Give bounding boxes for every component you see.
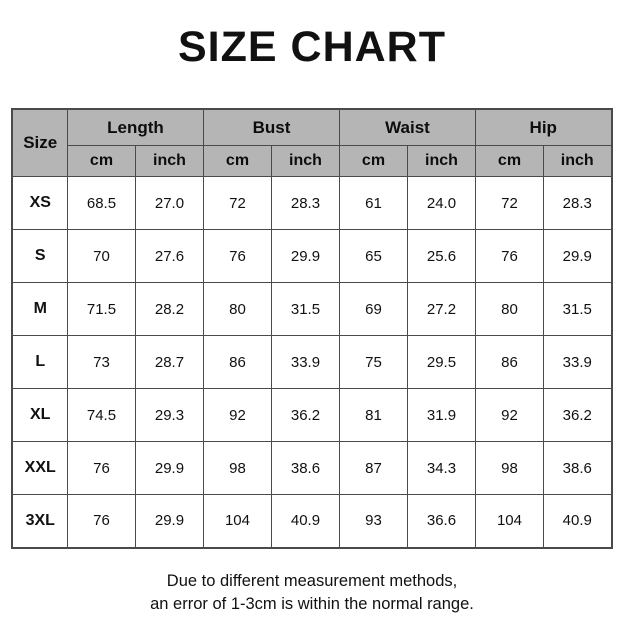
- footer-line-2: an error of 1-3cm is within the normal range.: [150, 595, 474, 614]
- size-label: XXL: [12, 442, 67, 495]
- table-cell: 40.9: [543, 495, 611, 548]
- table-cell: 40.9: [271, 495, 339, 548]
- table-cell: 31.5: [543, 283, 611, 336]
- size-label: 3XL: [12, 495, 67, 548]
- size-label: XS: [12, 177, 67, 230]
- table-cell: 29.9: [135, 495, 203, 548]
- unit-header-cm: cm: [475, 146, 543, 177]
- table-cell: 28.3: [271, 177, 339, 230]
- table-cell: 69: [339, 283, 407, 336]
- table-cell: 29.9: [543, 230, 611, 283]
- table-cell: 31.5: [271, 283, 339, 336]
- table-cell: 76: [67, 495, 135, 548]
- group-header-row: [12, 109, 611, 146]
- footer-line-1: Due to different measurement methods,: [166, 571, 458, 590]
- unit-header-cm: cm: [339, 146, 407, 177]
- size-column-header: Size: [12, 109, 67, 177]
- table-cell: 98: [475, 442, 543, 495]
- table-cell: 104: [203, 495, 271, 548]
- table-cell: 80: [203, 283, 271, 336]
- group-header-length: Length: [67, 109, 203, 146]
- table-cell: 87: [339, 442, 407, 495]
- table-cell: 86: [475, 336, 543, 389]
- table-cell: 38.6: [543, 442, 611, 495]
- footer-note: [0, 570, 624, 618]
- table-row: [12, 283, 611, 336]
- table-cell: 31.9: [407, 389, 475, 442]
- table-cell: 92: [475, 389, 543, 442]
- table-cell: 29.5: [407, 336, 475, 389]
- group-header-hip: Hip: [475, 109, 611, 146]
- table-cell: 68.5: [67, 177, 135, 230]
- table-body: [12, 177, 611, 548]
- table-cell: 33.9: [271, 336, 339, 389]
- table-cell: 74.5: [67, 389, 135, 442]
- unit-header-inch: inch: [407, 146, 475, 177]
- table-cell: 28.3: [543, 177, 611, 230]
- table-cell: 27.0: [135, 177, 203, 230]
- table-cell: 76: [67, 442, 135, 495]
- table-cell: 29.9: [135, 442, 203, 495]
- table-row: [12, 336, 611, 389]
- size-label: L: [12, 336, 67, 389]
- unit-header-cm: cm: [67, 146, 135, 177]
- table-cell: 38.6: [271, 442, 339, 495]
- table-cell: 29.9: [271, 230, 339, 283]
- table-cell: 36.2: [271, 389, 339, 442]
- table-row: [12, 230, 611, 283]
- table-cell: 92: [203, 389, 271, 442]
- table-row: [12, 177, 611, 230]
- table-cell: 75: [339, 336, 407, 389]
- table-cell: 65: [339, 230, 407, 283]
- size-label: XL: [12, 389, 67, 442]
- size-label: M: [12, 283, 67, 336]
- size-chart-table: [11, 108, 612, 549]
- table-cell: 80: [475, 283, 543, 336]
- table-cell: 73: [67, 336, 135, 389]
- table-cell: 104: [475, 495, 543, 548]
- unit-header-inch: inch: [543, 146, 611, 177]
- table-cell: 76: [203, 230, 271, 283]
- table-row: [12, 442, 611, 495]
- table-cell: 36.6: [407, 495, 475, 548]
- group-header-waist: Waist: [339, 109, 475, 146]
- table-cell: 27.2: [407, 283, 475, 336]
- table-cell: 25.6: [407, 230, 475, 283]
- table-cell: 33.9: [543, 336, 611, 389]
- table-cell: 28.2: [135, 283, 203, 336]
- table-cell: 72: [475, 177, 543, 230]
- table-row: [12, 495, 611, 548]
- size-label: S: [12, 230, 67, 283]
- table-cell: 28.7: [135, 336, 203, 389]
- table-cell: 27.6: [135, 230, 203, 283]
- unit-header-inch: inch: [271, 146, 339, 177]
- table-cell: 86: [203, 336, 271, 389]
- table-cell: 98: [203, 442, 271, 495]
- table-cell: 72: [203, 177, 271, 230]
- table-cell: 34.3: [407, 442, 475, 495]
- table-row: [12, 389, 611, 442]
- table-cell: 93: [339, 495, 407, 548]
- table-cell: 81: [339, 389, 407, 442]
- table-cell: 61: [339, 177, 407, 230]
- unit-header-cm: cm: [203, 146, 271, 177]
- page-title: SIZE CHART: [178, 23, 446, 71]
- unit-header-inch: inch: [135, 146, 203, 177]
- table-cell: 29.3: [135, 389, 203, 442]
- table-cell: 24.0: [407, 177, 475, 230]
- group-header-bust: Bust: [203, 109, 339, 146]
- table-header: [12, 109, 611, 177]
- table-cell: 70: [67, 230, 135, 283]
- table-cell: 76: [475, 230, 543, 283]
- table-cell: 36.2: [543, 389, 611, 442]
- table-cell: 71.5: [67, 283, 135, 336]
- unit-header-row: [12, 146, 611, 177]
